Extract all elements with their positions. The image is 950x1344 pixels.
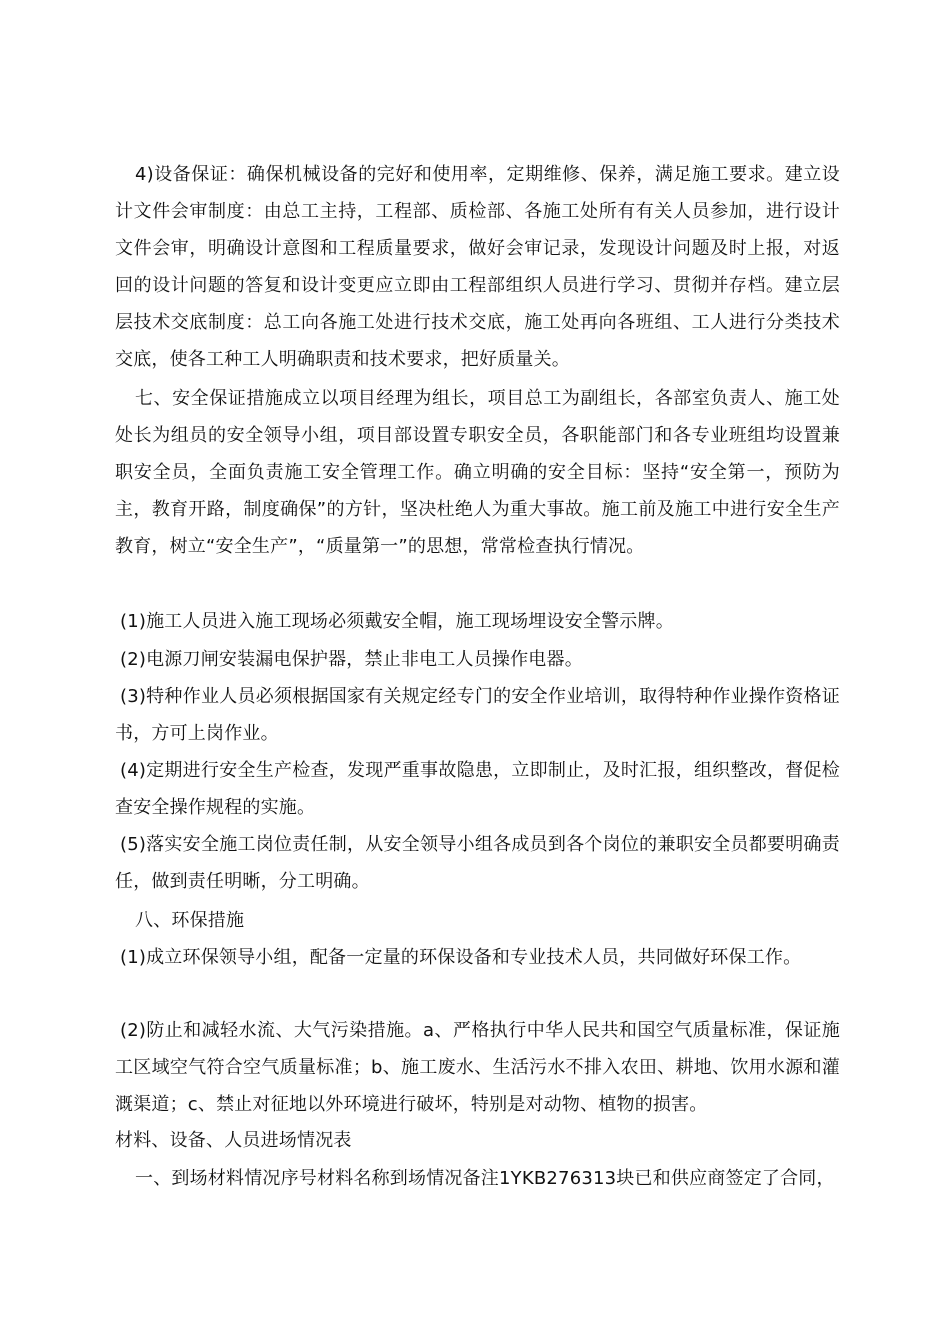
paragraph-safety-item-3: (3)特种作业人员必须根据国家有关规定经专门的安全作业培训，取得特种作业操作资格证书，方可上岗作业。 [115, 686, 840, 744]
section-heading-environmental: 八、环保措施 [135, 910, 245, 931]
paragraph-safety-item-2: (2)电源刀闸安装漏电保护器，禁止非电工人员操作电器。 [120, 649, 583, 670]
paragraph-safety-item-5: (5)落实安全施工岗位责任制，从安全领导小组各成员到各个岗位的兼职安全员都要明确责任，做到责任明晰，分工明确。 [115, 834, 840, 892]
paragraph-safety-item-4: (4)定期进行安全生产检查，发现严重事故隐患，立即制止，及时汇报，组织整改，督促检查安全操作规程的实施。 [115, 760, 840, 818]
paragraph-materials-arrival: 一、到场材料情况序号材料名称到场情况备注1YKB276313块已和供应商签定了合同， [135, 1168, 835, 1189]
paragraph-safety-measures: 七、安全保证措施成立以项目经理为组长，项目总工为副组长，各部室负责人、施工处处长为组员的安全领导小组，项目部设置专职安全员，各职能部门和各专业班组均设置兼职安全员，全面负责施工安全管理工作。确立明确的安全目标：坚持“安全第一，预防为主，教育开路，制度确保”的方针，坚决杜绝人为重大事故。施工前及施工中进行安全生产教育，树立“安全生产”，“质量第一”的思想，常常检查执行情况。 [115, 388, 840, 557]
paragraph-env-item-2: (2)防止和减轻水流、大气污染措施。a、严格执行中华人民共和国空气质量标准，保证施工区域空气符合空气质量标准；b、施工废水、生活污水不排入农田、耕地、饮用水源和灌溉渠道；c、禁止对征地以外环境进行破坏，特别是对动物、植物的损害。 [115, 1020, 840, 1115]
paragraph-env-item-1: (1)成立环保领导小组，配备一定量的环保设备和专业技术人员，共同做好环保工作。 [120, 947, 802, 968]
table-title-materials: 材料、设备、人员进场情况表 [115, 1130, 352, 1151]
paragraph-equipment-guarantee: 4)设备保证：确保机械设备的完好和使用率，定期维修、保养，满足施工要求。建立设计文件会审制度：由总工主持，工程部、质检部、各施工处所有有关人员参加，进行设计文件会审，明确设计意图和工程质量要求，做好会审记录，发现设计问题及时上报，对返回的设计问题的答复和设计变更应立即由工程部组织人员进行学习、贯彻并存档。建立层层技术交底制度：总工向各施工处进行技术交底，施工处再向各班组、工人进行分类技术交底，使各工种工人明确职责和技术要求，把好质量关。 [115, 164, 840, 370]
paragraph-safety-item-1: (1)施工人员进入施工现场必须戴安全帽，施工现场埋设安全警示牌。 [120, 611, 674, 632]
